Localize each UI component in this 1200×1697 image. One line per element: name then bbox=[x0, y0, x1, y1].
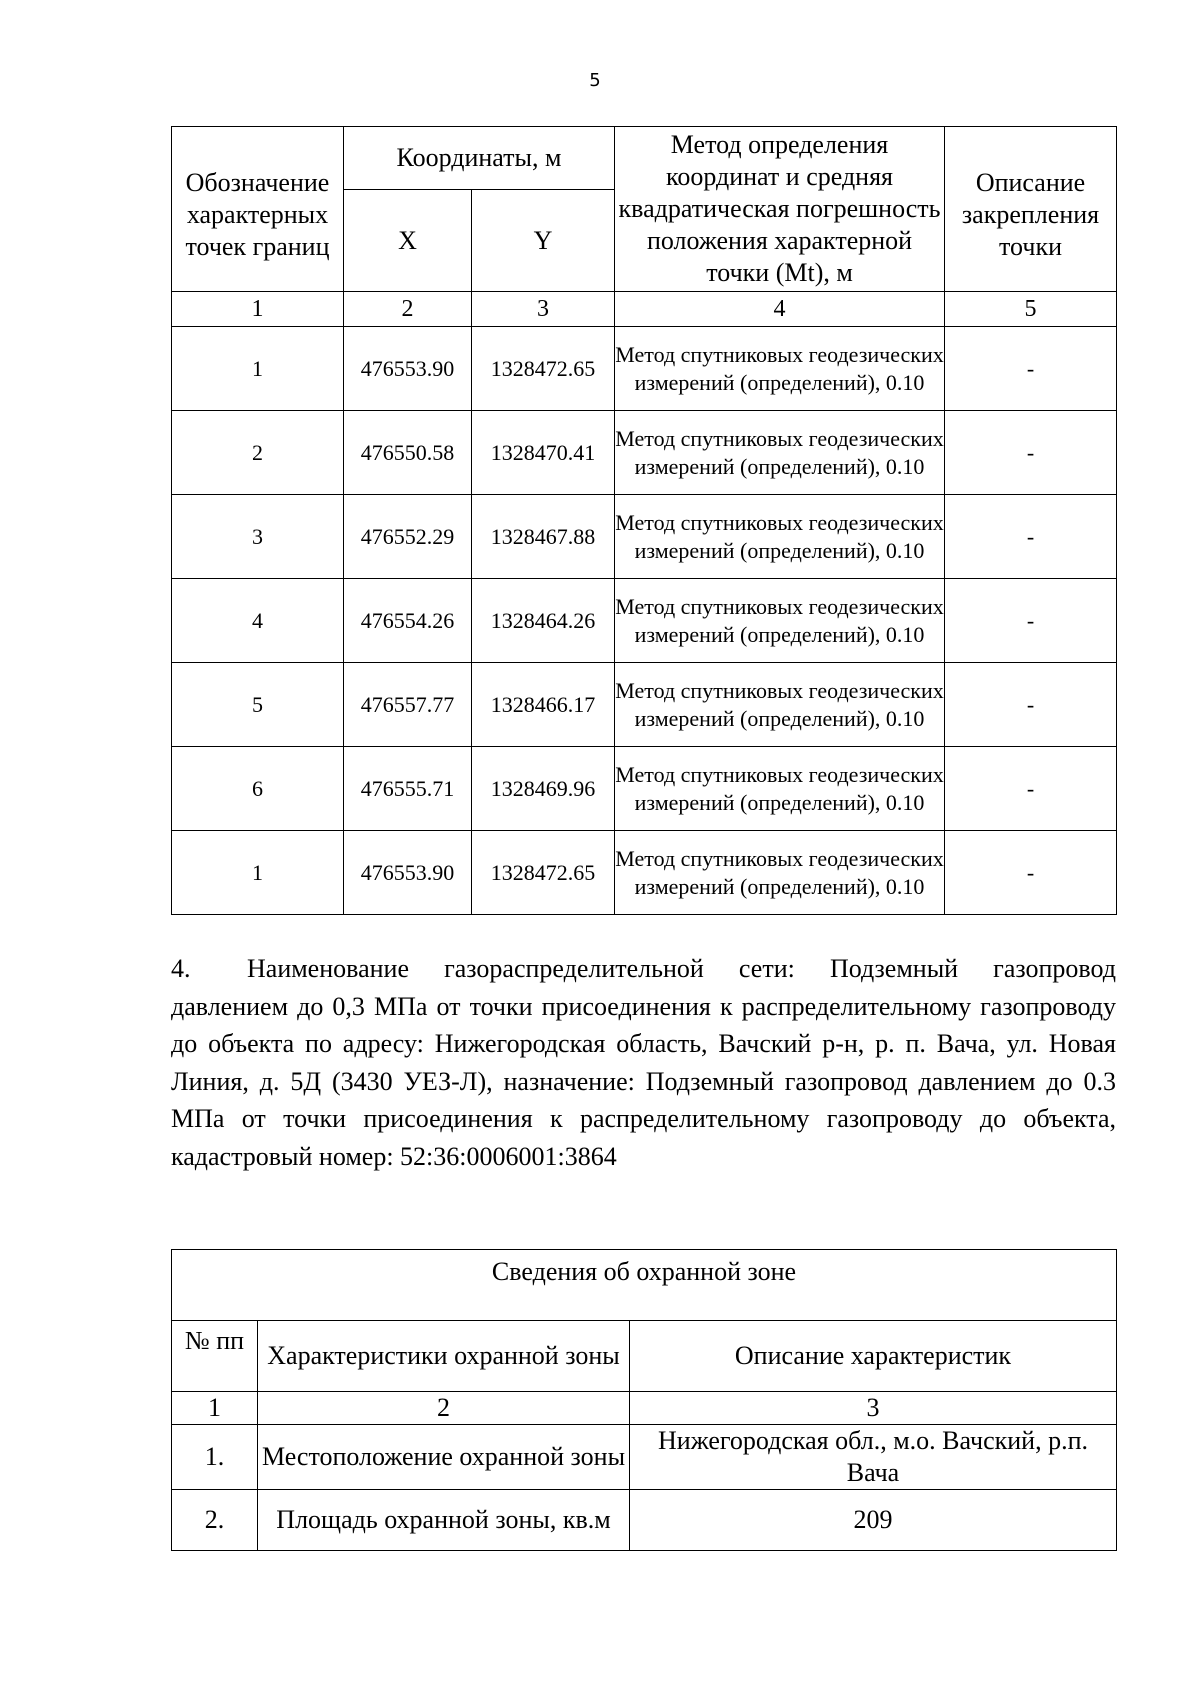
point-number: 3 bbox=[172, 495, 344, 579]
header-y: Y bbox=[472, 190, 615, 292]
coordinate-x: 476554.26 bbox=[344, 579, 472, 663]
column-number: 5 bbox=[945, 292, 1117, 327]
coordinate-y: 1328472.65 bbox=[472, 831, 615, 915]
table-row bbox=[172, 579, 1117, 663]
section-number: 4. bbox=[171, 954, 191, 983]
column-number: 4 bbox=[615, 292, 945, 327]
point-number: 6 bbox=[172, 747, 344, 831]
coordinates-table bbox=[171, 126, 1117, 915]
fixing-description: - bbox=[945, 663, 1117, 747]
method-cell: Метод спутниковых геодезических измерений (определений), 0.10 bbox=[615, 411, 945, 495]
column-number-row bbox=[172, 1392, 1117, 1425]
fixing-description: - bbox=[945, 747, 1117, 831]
section-text: Наименование газораспределительной сети: Подземный газопровод давлением до 0,3 МПа от точки присоединения к распределительному газопроводу до объекта по адресу: Нижегородская область, Вачский р-н, р. п. Вача, ул. Новая Линия, д. 5Д (3430 УЕЗ-Л), назначение: Подземный газопровод давлением до 0.3 МПа от точки присоединения к распределительному газопроводу до объекта, кадастровый номер: 52:36:0006001:3864 bbox=[171, 954, 1116, 1171]
header-method: Метод определения координат и средняя квадратическая погрешность положения характерной точки (Mt), м bbox=[615, 127, 945, 292]
table-row bbox=[172, 1425, 1117, 1490]
characteristic-value: 209 bbox=[630, 1490, 1117, 1551]
method-cell: Метод спутниковых геодезических измерений (определений), 0.10 bbox=[615, 327, 945, 411]
table-row bbox=[172, 831, 1117, 915]
column-number: 1 bbox=[172, 1392, 258, 1425]
method-cell: Метод спутниковых геодезических измерений (определений), 0.10 bbox=[615, 663, 945, 747]
coordinate-x: 476552.29 bbox=[344, 495, 472, 579]
method-cell: Метод спутниковых геодезических измерений (определений), 0.10 bbox=[615, 831, 945, 915]
point-number: 2 bbox=[172, 411, 344, 495]
point-number: 5 bbox=[172, 663, 344, 747]
table-row bbox=[172, 663, 1117, 747]
characteristic-name: Местоположение охранной зоны bbox=[258, 1425, 630, 1490]
column-number: 3 bbox=[630, 1392, 1117, 1425]
fixing-description: - bbox=[945, 495, 1117, 579]
column-number: 2 bbox=[258, 1392, 630, 1425]
coordinate-x: 476553.90 bbox=[344, 327, 472, 411]
table-row bbox=[172, 1490, 1117, 1551]
point-number: 4 bbox=[172, 579, 344, 663]
column-number: 2 bbox=[344, 292, 472, 327]
column-number-row bbox=[172, 292, 1117, 327]
fixing-description: - bbox=[945, 327, 1117, 411]
method-cell: Метод спутниковых геодезических измерений (определений), 0.10 bbox=[615, 495, 945, 579]
fixing-description: - bbox=[945, 831, 1117, 915]
row-number: 2. bbox=[172, 1490, 258, 1551]
point-number: 1 bbox=[172, 831, 344, 915]
coordinate-x: 476553.90 bbox=[344, 831, 472, 915]
header-description: Описание закрепления точки bbox=[945, 127, 1117, 292]
coordinate-y: 1328469.96 bbox=[472, 747, 615, 831]
point-number: 1 bbox=[172, 327, 344, 411]
zone-table-title: Сведения об охранной зоне bbox=[172, 1250, 1117, 1321]
header-characteristics: Характеристики охранной зоны bbox=[258, 1321, 630, 1392]
column-number: 1 bbox=[172, 292, 344, 327]
coordinate-y: 1328470.41 bbox=[472, 411, 615, 495]
page-number: 5 bbox=[589, 70, 601, 91]
coordinate-y: 1328472.65 bbox=[472, 327, 615, 411]
header-x: X bbox=[344, 190, 472, 292]
coordinate-x: 476550.58 bbox=[344, 411, 472, 495]
table-row bbox=[172, 747, 1117, 831]
header-designation: Обозначение характерных точек границ bbox=[172, 127, 344, 292]
header-characteristics-description: Описание характеристик bbox=[630, 1321, 1117, 1392]
table-row bbox=[172, 411, 1117, 495]
coordinate-y: 1328464.26 bbox=[472, 579, 615, 663]
header-row-number: № пп bbox=[172, 1321, 258, 1392]
section-4-paragraph bbox=[171, 950, 1116, 1175]
fixing-description: - bbox=[945, 411, 1117, 495]
table-row bbox=[172, 327, 1117, 411]
method-cell: Метод спутниковых геодезических измерений (определений), 0.10 bbox=[615, 579, 945, 663]
characteristic-name: Площадь охранной зоны, кв.м bbox=[258, 1490, 630, 1551]
fixing-description: - bbox=[945, 579, 1117, 663]
coordinate-x: 476557.77 bbox=[344, 663, 472, 747]
row-number: 1. bbox=[172, 1425, 258, 1490]
coordinate-x: 476555.71 bbox=[344, 747, 472, 831]
protection-zone-table bbox=[171, 1249, 1117, 1551]
header-coordinates: Координаты, м bbox=[344, 127, 615, 190]
coordinate-y: 1328466.17 bbox=[472, 663, 615, 747]
method-cell: Метод спутниковых геодезических измерений (определений), 0.10 bbox=[615, 747, 945, 831]
characteristic-value: Нижегородская обл., м.о. Вачский, р.п. Вача bbox=[630, 1425, 1117, 1490]
column-number: 3 bbox=[472, 292, 615, 327]
table-row bbox=[172, 495, 1117, 579]
coordinate-y: 1328467.88 bbox=[472, 495, 615, 579]
